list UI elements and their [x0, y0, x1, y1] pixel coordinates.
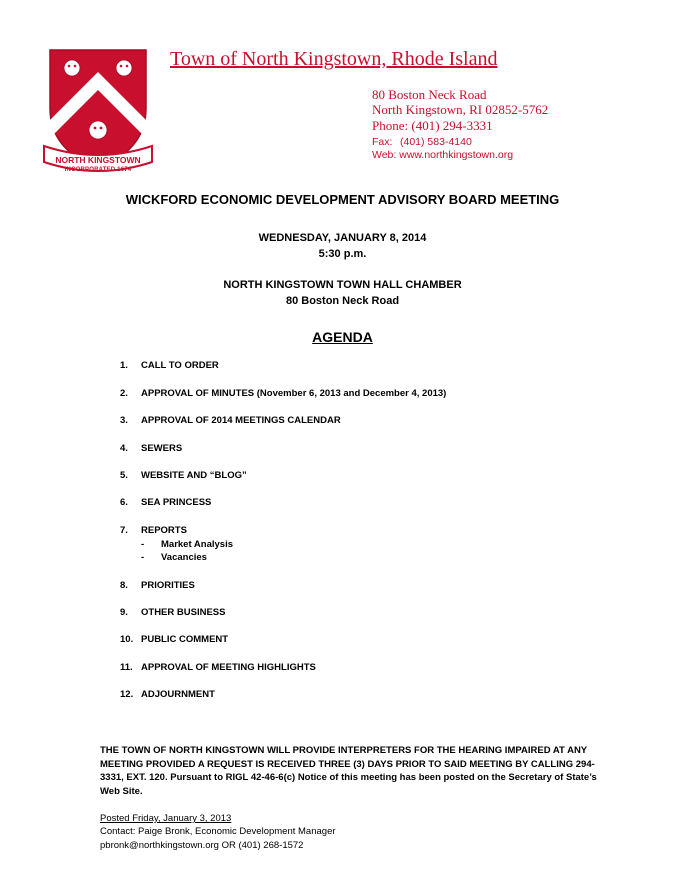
agenda-item-9 — [120, 607, 225, 618]
agenda-item-text: CALL TO ORDER — [141, 360, 219, 371]
subitem-dash: - — [141, 539, 145, 550]
fax-label: Fax: — [372, 136, 393, 148]
agenda-item-number: 4. — [120, 443, 128, 454]
agenda-item-number: 3. — [120, 415, 128, 426]
agenda-item-number: 9. — [120, 607, 128, 618]
agenda-item-text: APPROVAL OF 2014 MEETINGS CALENDAR — [141, 415, 341, 426]
agenda-item-6 — [120, 497, 211, 508]
address-line2: North Kingstown, RI 02852-5762 — [372, 102, 549, 117]
crest-banner-text: NORTH KINGSTOWN — [55, 155, 141, 165]
meeting-title: WICKFORD ECONOMIC DEVELOPMENT ADVISORY BOARD MEETING — [125, 192, 560, 207]
meeting-date: WEDNESDAY, JANUARY 8, 2014 — [258, 232, 427, 244]
agenda-item-text: OTHER BUSINESS — [141, 607, 226, 618]
phone-line: Phone: (401) 294-3331 — [372, 118, 493, 133]
contact-email-phone: pbronk@northkingstown.org OR (401) 268-1572 — [100, 840, 304, 851]
report-subitem-2 — [141, 552, 207, 563]
agenda-item-number: 8. — [120, 580, 128, 591]
contact-line: Contact: Paige Bronk, Economic Development Manager — [100, 826, 336, 837]
agenda-item-12 — [120, 689, 215, 700]
agenda-heading: AGENDA — [312, 329, 373, 345]
town-crest-icon — [42, 46, 154, 181]
town-title: Town of North Kingstown, Rhode Island — [170, 48, 498, 70]
agenda-item-4 — [120, 443, 182, 454]
meeting-time: 5:30 p.m. — [318, 248, 367, 260]
agenda-item-11 — [120, 662, 316, 673]
agenda-item-10 — [120, 634, 228, 645]
agenda-item-number: 5. — [120, 470, 128, 481]
agenda-item-number: 6. — [120, 497, 128, 508]
agenda-item-text: APPROVAL OF MINUTES (November 6, 2013 and December 4, 2013) — [141, 388, 447, 399]
agenda-item-text: WEBSITE AND “BLOG” — [141, 470, 247, 481]
agenda-item-2 — [120, 388, 446, 399]
venue-address: 80 Boston Neck Road — [285, 295, 400, 307]
agenda-item-number: 7. — [120, 525, 128, 536]
venue-name: NORTH KINGSTOWN TOWN HALL CHAMBER — [223, 279, 462, 291]
agenda-item-text: PRIORITIES — [141, 580, 195, 591]
agenda-item-7 — [120, 525, 187, 536]
address-line1: 80 Boston Neck Road — [372, 87, 487, 102]
fax-line — [372, 135, 472, 149]
agenda-item-text: SEWERS — [141, 443, 183, 454]
accessibility-notice: THE TOWN OF NORTH KINGSTOWN WILL PROVIDE INTERPRETERS FOR THE HEARING IMPAIRED AT ANY MEETING PROVIDED A REQUEST IS RECEIVED THREE (3) DAYS PRIOR TO SAID MEETING BY CALLING 294-3331, EXT. 120. Pursuant to RIGL 42-46-6(c) Notice of this meeting has been posted on the Secretary of State’s Web Site. — [100, 745, 597, 797]
agenda-item-number: 11. — [120, 662, 133, 673]
agenda-item-5 — [120, 470, 247, 481]
subitem-dash: - — [141, 552, 145, 563]
agenda-item-number: 2. — [120, 388, 128, 399]
agenda-item-1 — [120, 360, 219, 371]
agenda-item-number: 10. — [120, 634, 134, 645]
agenda-item-text: ADJOURNMENT — [141, 689, 215, 700]
agenda-item-number: 12. — [120, 689, 134, 700]
report-subitem-1 — [141, 539, 233, 550]
subitem-text: Vacancies — [161, 552, 207, 563]
web-line: Web: www.northkingstown.org — [372, 149, 514, 161]
agenda-item-text: PUBLIC COMMENT — [141, 634, 229, 645]
subitem-text: Market Analysis — [161, 539, 233, 550]
posted-date: Posted Friday, January 3, 2013 — [100, 813, 232, 824]
agenda-item-3 — [120, 415, 341, 426]
agenda-item-text: SEA PRINCESS — [141, 497, 212, 508]
incorporated-label: INCORPORATED 1674 — [64, 167, 132, 173]
agenda-item-text: APPROVAL OF MEETING HIGHLIGHTS — [141, 662, 316, 673]
fax-number: (401) 583-4140 — [400, 136, 472, 148]
agenda-item-8 — [120, 580, 195, 591]
agenda-item-text: REPORTS — [141, 525, 187, 536]
agenda-item-number: 1. — [120, 360, 128, 371]
